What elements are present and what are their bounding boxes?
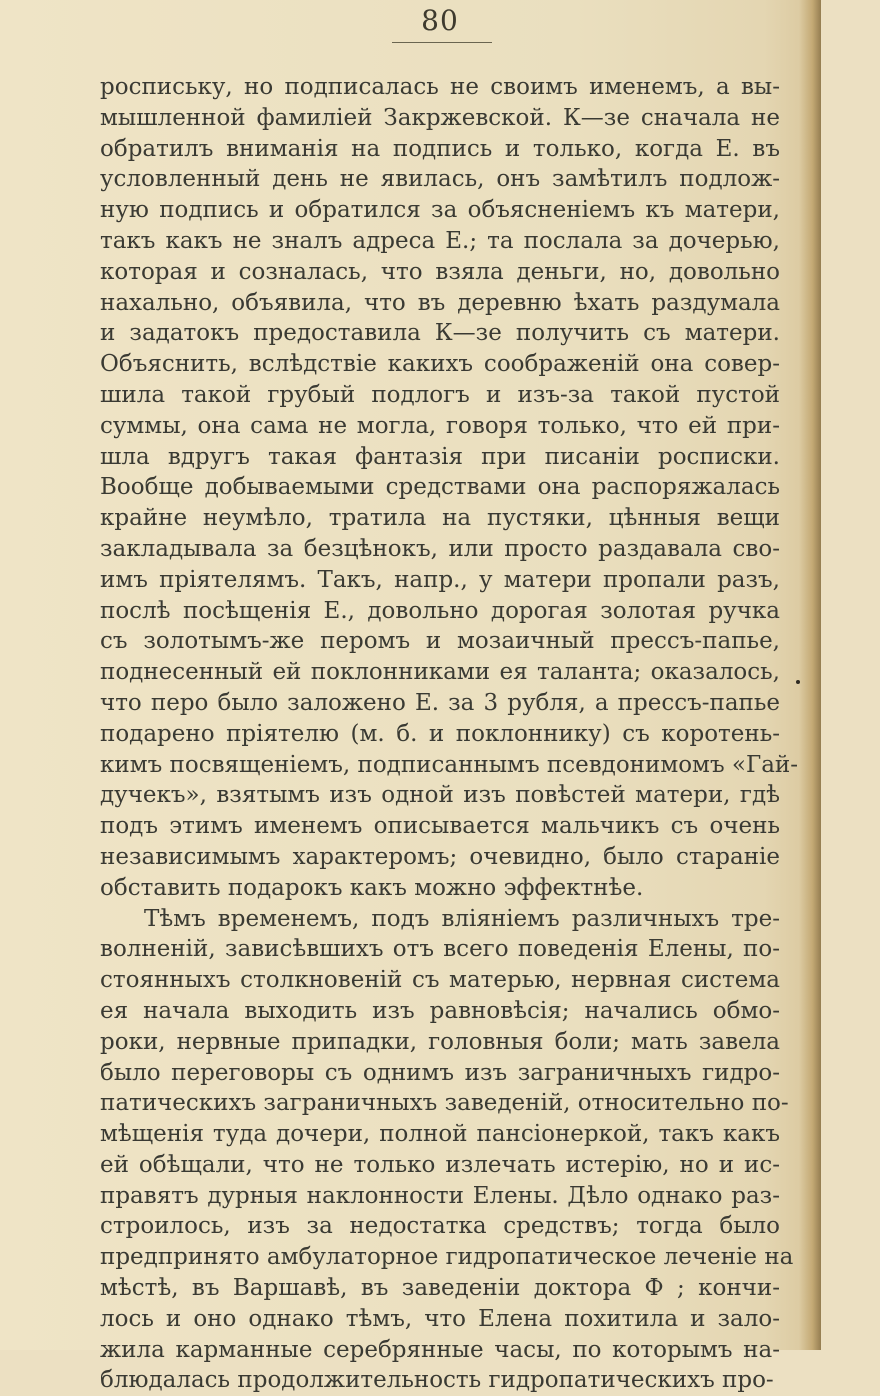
text-line: обставить подарокъ какъ можно эффектнѣе. — [100, 874, 644, 901]
text-line: патическихъ заграничныхъ заведеній, относительно по- — [100, 1090, 789, 1117]
body-text — [100, 72, 799, 1396]
header-rule — [392, 42, 492, 43]
text-line: ея начала выходить изъ равновѣсія; начались обмо- — [100, 997, 780, 1024]
text-line: было переговоры съ однимъ изъ заграничныхъ гидро- — [100, 1059, 780, 1086]
text-line: поднесенный ей поклонниками ея таланта; оказалось, — [100, 659, 780, 686]
text-line: правятъ дурныя наклонности Елены. Дѣло однако раз- — [100, 1182, 780, 1209]
text-line: мѣстѣ, въ Варшавѣ, въ заведеніи доктора Ф ; кончи- — [100, 1275, 780, 1302]
text-line: волненій, зависѣвшихъ отъ всего поведенія Елены, по- — [100, 936, 780, 963]
page-number: 80 — [421, 4, 459, 37]
text-line: съ золотымъ-же перомъ и мозаичный прессъ-папье, — [100, 628, 780, 655]
text-line: шла вдругъ такая фантазія при писаніи росписки. — [100, 443, 780, 470]
text-line: которая и созналась, что взяла деньги, но, довольно — [100, 258, 780, 285]
text-line: закладывала за безцѣнокъ, или просто раздавала сво- — [100, 535, 780, 562]
text-line: такъ какъ не зналъ адреса Е.; та послала за дочерью, — [100, 227, 780, 254]
page-edge-shadow — [799, 0, 821, 1350]
text-line: ную подпись и обратился за объясненіемъ къ матери, — [100, 197, 780, 224]
text-line: дучекъ», взятымъ изъ одной изъ повѣстей матери, гдѣ — [100, 782, 780, 809]
text-line: ей обѣщали, что не только излечать истерію, но и ис- — [100, 1151, 780, 1178]
text-line: блюдалась продолжительность гидропатическихъ про- — [100, 1367, 774, 1394]
text-line: мышленной фамиліей Закржевской. К—зе сначала не — [100, 104, 780, 131]
text-line: обратилъ вниманія на подпись и только, когда Е. въ — [100, 135, 780, 162]
text-line: стоянныхъ столкновеній съ матерью, нервная система — [100, 967, 780, 994]
text-line: нахально, объявила, что въ деревню ѣхать раздумала — [100, 289, 780, 316]
text-line: Объяснить, вслѣдствіе какихъ соображеній она совер- — [100, 351, 780, 378]
text-line: Тѣмъ временемъ, подъ вліяніемъ различныхъ тре- — [144, 905, 780, 932]
text-line: Вообще добываемыми средствами она распоряжалась — [100, 474, 780, 501]
text-line: и задатокъ предоставила К—зе получить съ матери. — [100, 320, 780, 347]
text-line: роспиську, но подписалась не своимъ именемъ, а вы- — [100, 74, 780, 100]
text-line: что перо было заложено Е. за 3 рубля, а прессъ-папье — [100, 689, 780, 716]
text-line: условленный день не явилась, онъ замѣтилъ подлож- — [100, 166, 780, 193]
margin-mark — [796, 680, 800, 684]
text-line: имъ пріятелямъ. Такъ, напр., у матери пропали разъ, — [100, 566, 780, 593]
text-line: мѣщенія туда дочери, полной пансіонеркой, такъ какъ — [100, 1121, 780, 1148]
text-line: подарено пріятелю (м. б. и поклоннику) съ коротень- — [100, 720, 780, 747]
text-line: суммы, она сама не могла, говоря только, что ей при- — [100, 412, 780, 439]
text-line: послѣ посѣщенія Е., довольно дорогая золотая ручка — [100, 597, 780, 624]
text-line: лось и оно однако тѣмъ, что Елена похитила и зало- — [100, 1305, 780, 1332]
text-line: строилось, изъ за недостатка средствъ; тогда было — [100, 1213, 780, 1240]
text-line: предпринято амбулаторное гидропатическое леченіе на — [100, 1244, 794, 1271]
text-line: роки, нервные припадки, головныя боли; мать завела — [100, 1028, 780, 1055]
text-line: шила такой грубый подлогъ и изъ-за такой пустой — [100, 381, 780, 408]
text-line: подъ этимъ именемъ описывается мальчикъ съ очень — [100, 813, 780, 840]
text-line: крайне неумѣло, тратила на пустяки, цѣнныя вещи — [100, 505, 780, 532]
text-line: кимъ посвященіемъ, подписаннымъ псевдонимомъ «Гай- — [100, 751, 799, 778]
text-line: жила карманные серебрянные часы, по которымъ на- — [100, 1336, 780, 1363]
text-line: независимымъ характеромъ; очевидно, было стараніе — [100, 843, 780, 870]
